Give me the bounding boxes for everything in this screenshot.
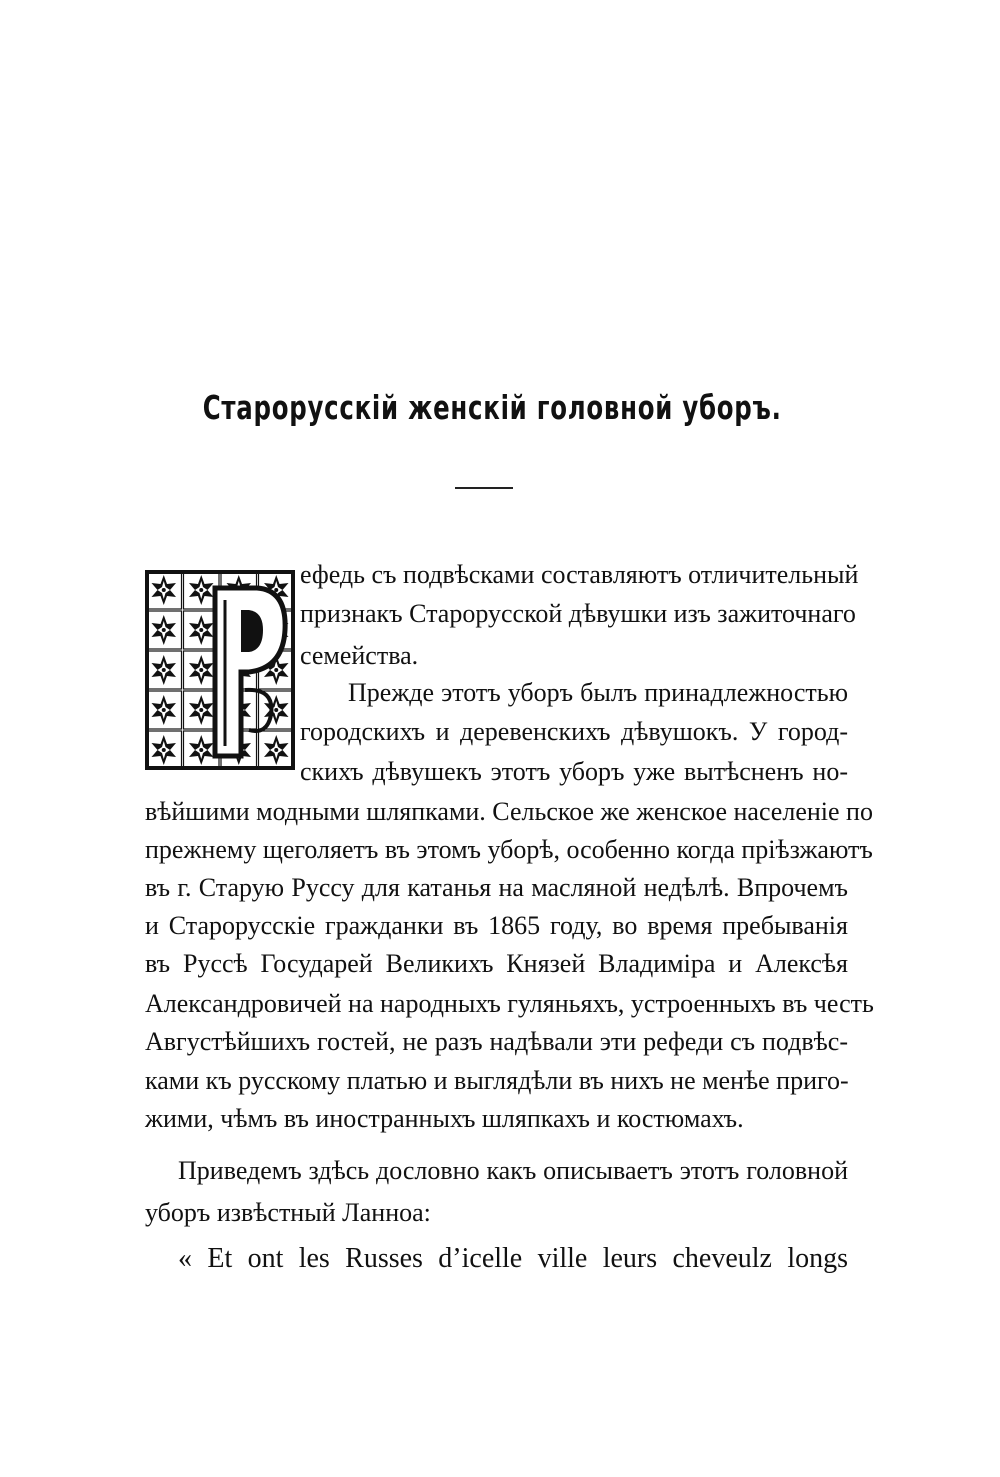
page-title: Старорусскій женскій головной уборъ. xyxy=(202,388,782,427)
text-line: въ г. Старую Руссу для катанья на масляной недѣлѣ. Впрочемъ xyxy=(145,873,848,902)
text-line: Августѣйшихъ гостей, не разъ надѣвали эти рефеди съ подвѣс- xyxy=(145,1027,848,1056)
text-line: вѣйшими модными шляпками. Сельское же женское населеніе по xyxy=(145,797,873,826)
text-line: скихъ дѣвушекъ этотъ уборъ уже вытѣсненъ но- xyxy=(300,757,848,786)
text-line: Александровичей на народныхъ гуляньяхъ, устроенныхъ въ честь xyxy=(145,989,874,1018)
text-line: признакъ Старорусской дѣвушки изъ зажиточнаго xyxy=(300,599,856,628)
title-divider xyxy=(455,487,513,489)
text-line: и Старорусскіе гражданки въ 1865 году, во время пребыванія xyxy=(145,911,848,940)
quote-line: « Et ont les Russes d’icelle ville leurs cheveulz longs xyxy=(178,1243,848,1274)
text-line: прежнему щеголяетъ въ этомъ уборѣ, особенно когда пріѣзжаютъ xyxy=(145,835,873,864)
text-line: жими, чѣмъ въ иностранныхъ шляпкахъ и костюмахъ. xyxy=(145,1104,744,1133)
text-line: Приведемъ здѣсь дословно какъ описываетъ этотъ головной xyxy=(178,1156,848,1185)
text-line: въ Руссѣ Государей Великихъ Князей Владиміра и Алексѣя xyxy=(145,949,848,978)
text-line: ками къ русскому платью и выглядѣли въ нихъ не менѣе приго- xyxy=(145,1066,849,1095)
text-line: Прежде этотъ уборъ былъ принадлежностью xyxy=(348,678,848,707)
text-line: семейства. xyxy=(300,641,419,670)
initial-letter-glyph: Р xyxy=(145,570,146,571)
decorative-initial-letter xyxy=(145,570,295,770)
text-line: ефедь съ подвѣсками составляютъ отличительный xyxy=(300,560,859,589)
text-line: городскихъ и деревенскихъ дѣвушокъ. У город- xyxy=(300,717,848,746)
text-line: уборъ извѣстный Ланноа: xyxy=(145,1198,431,1227)
